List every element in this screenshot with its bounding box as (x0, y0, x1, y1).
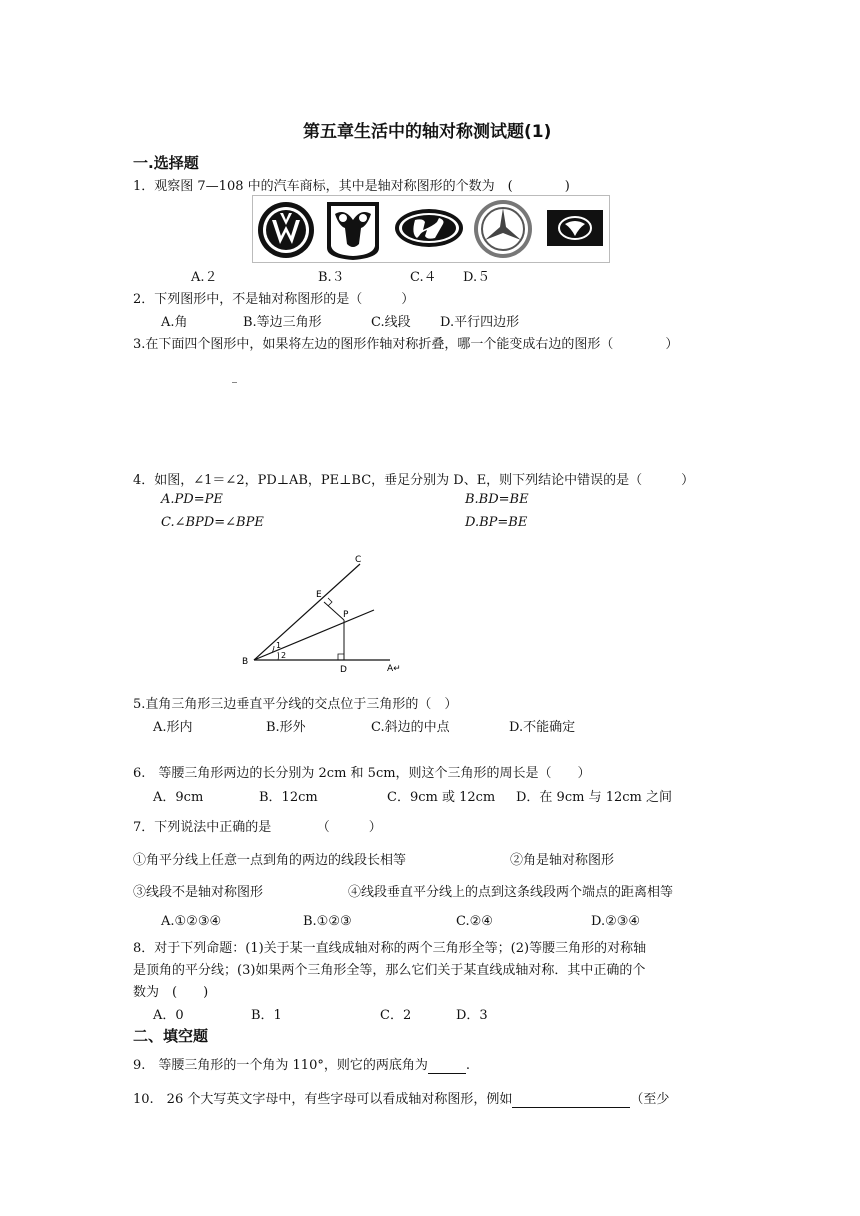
mercedes-logo (474, 200, 532, 258)
question-9 (133, 1054, 470, 1074)
figure-label-e: E (316, 590, 322, 600)
question-5-stem: 5.直角三角形三边垂直平分线的交点位于三角形的（ ） (133, 697, 458, 712)
question-9-end: . (465, 1058, 470, 1073)
question-10-end: （至少 (630, 1092, 670, 1107)
figure-label-2: 2 (281, 651, 287, 660)
question-4-option-c: C.∠BPD=∠BPE (161, 515, 264, 530)
mazda-logo (547, 210, 603, 246)
question-9-text: 9. 等腰三角形的一个角为 110°，则它的两底角为 (133, 1058, 428, 1073)
figure-label-p: P (343, 610, 349, 620)
question-1-stem: 1．观察图 7—108 中的汽车商标，其中是轴对称图形的个数为 ( ) (133, 179, 570, 194)
question-2-option-c: C.线段 (371, 315, 411, 330)
question-9-blank[interactable] (428, 1058, 466, 1074)
question-8-option-a: A．0 (153, 1008, 184, 1023)
question-6-stem: 6. 等腰三角形两边的长分别为 2cm 和 5cm，则这个三角形的周长是（ ） (133, 766, 591, 781)
question-7-option-a: A.①②③④ (161, 914, 222, 929)
question-2-stem: 2．下列图形中，不是轴对称图形的是（ ） (133, 292, 415, 307)
question-2-option-b: B.等边三角形 (243, 315, 322, 330)
question-7-option-c: C.②④ (456, 914, 493, 929)
question-7-option-d: D.②③④ (591, 914, 641, 929)
section-heading-choice: 一.选择题 (133, 154, 199, 172)
missing-figure-mark (232, 382, 237, 383)
question-4-stem: 4．如图，∠1＝∠2，PD⊥AB，PE⊥BC，垂足分别为 D、E，则下列结论中错误的是（ ） (133, 473, 695, 488)
question-5-option-c: C.斜边的中点 (371, 720, 450, 735)
question-6-option-c: C．9cm 或 12cm (387, 790, 496, 805)
question-1-option-c: C.４ (410, 270, 437, 285)
question-8-option-d: D．3 (456, 1008, 488, 1023)
question-5-option-d: D.不能确定 (509, 720, 576, 735)
page-title: 第五章生活中的轴对称测试题(1) (303, 122, 552, 142)
figure-label-a: A↵ (387, 664, 401, 674)
question-4-option-a: A.PD=PE (161, 492, 223, 507)
question-7-statement-4: ④线段垂直平分线上的点到这条线段两个端点的距离相等 (348, 885, 674, 900)
figure-label-1: 1 (276, 641, 282, 650)
question-1-option-d: D.５ (463, 270, 491, 285)
question-7-stem: 7．下列说法中正确的是 （ ） (133, 820, 382, 835)
question-8-line-2: 是顶角的平分线；(3)如果两个三角形全等，那么它们关于某直线成轴对称．其中正确的个 (133, 963, 646, 978)
question-10-text: 10. 26 个大写英文字母中，有些字母可以看成轴对称图形，例如 (133, 1092, 513, 1107)
question-7-statement-2: ②角是轴对称图形 (510, 853, 615, 868)
question-2-option-d: D.平行四边形 (440, 315, 520, 330)
angle-bisector-figure (238, 552, 418, 684)
question-3-stem: 3.在下面四个图形中，如果将左边的图形作轴对称折叠，哪一个能变成右边的图形（ ） (133, 337, 679, 352)
section-heading-fill-in: 二、填空题 (133, 1027, 209, 1045)
question-4-option-b: B.BD=BE (465, 492, 529, 507)
question-5-option-a: A.形内 (153, 720, 193, 735)
question-4-option-d: D.BP=BE (465, 515, 528, 530)
question-8-line-1: 8．对于下列命题：(1)关于某一直线成轴对称的两个三角形全等；(2)等腰三角形的对称轴 (133, 941, 647, 956)
question-6-option-b: B．12cm (259, 790, 318, 805)
question-8-option-b: B．1 (251, 1008, 282, 1023)
question-1-option-a: A.２ (191, 270, 218, 285)
question-8-option-c: C．2 (380, 1008, 412, 1023)
question-2-option-a: A.角 (161, 315, 188, 330)
question-5-option-b: B.形外 (266, 720, 306, 735)
question-7-statement-3: ③线段不是轴对称图形 (133, 885, 264, 900)
ram-logo (327, 202, 379, 260)
question-6-option-d: D．在 9cm 与 12cm 之间 (516, 790, 672, 805)
car-logo-strip (252, 195, 610, 263)
question-7-statement-1: ①角平分线上任意一点到角的两边的线段长相等 (133, 853, 407, 868)
question-8-line-3: 数为 ( ) (133, 985, 209, 1000)
question-7-option-b: B.①②③ (303, 914, 352, 929)
hyundai-logo (395, 209, 463, 247)
figure-label-c: C (355, 555, 362, 565)
question-6-option-a: A．9cm (153, 790, 204, 805)
figure-label-b: B (242, 657, 249, 667)
question-10 (133, 1088, 669, 1108)
question-10-blank[interactable] (512, 1092, 630, 1108)
volkswagen-logo (258, 202, 314, 258)
question-1-option-b: B.３ (318, 270, 345, 285)
figure-label-d: D (340, 665, 347, 675)
